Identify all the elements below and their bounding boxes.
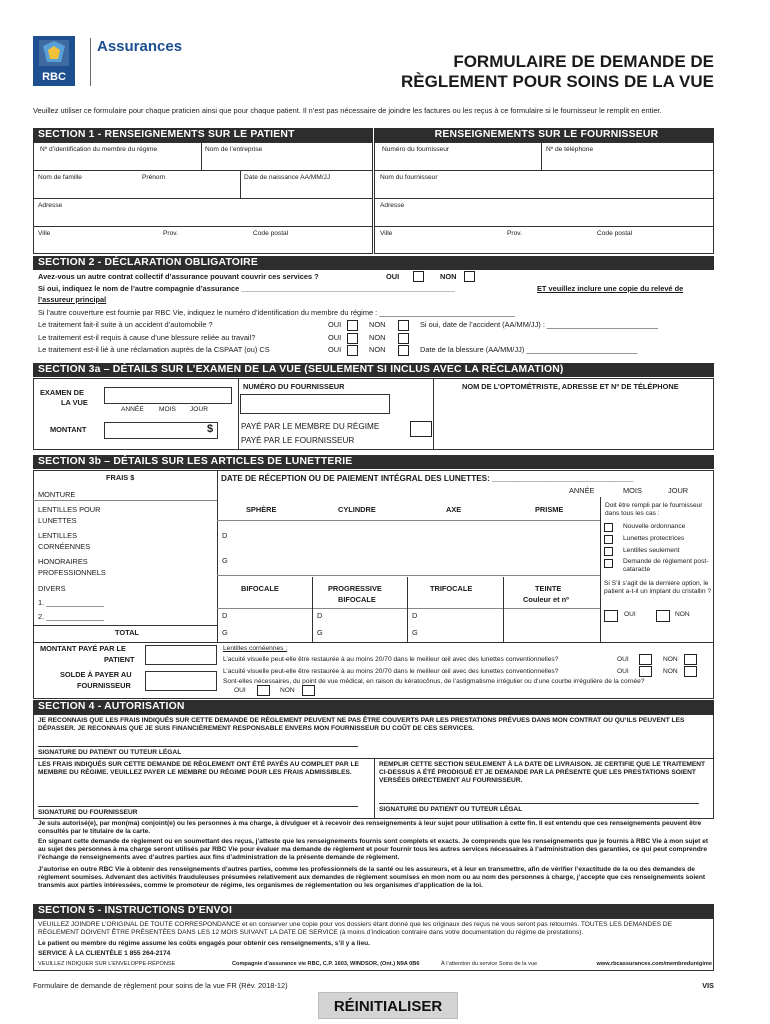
non-label: NON — [369, 320, 386, 329]
customer-service: SERVICE À LA CLIENTÈLE 1 855 264-2174 — [38, 950, 171, 957]
oui-label: OUI — [328, 320, 342, 329]
company-label: Nom de l’entreprise — [205, 146, 263, 153]
g-label: G — [317, 628, 323, 637]
contacts-q2-oui-checkbox[interactable] — [639, 666, 652, 677]
divers-line-1: 1. ______________ — [38, 598, 104, 607]
trifocale-label: TRIFOCALE — [430, 584, 473, 593]
sphere-label: SPHÈRE — [246, 505, 277, 514]
non-label: NON — [663, 656, 678, 663]
lentilles-seulement-checkbox[interactable] — [604, 547, 613, 556]
teinte-label-l1: TEINTE — [535, 584, 562, 593]
form-title-line1: FORMULAIRE DE DEMANDE DE — [453, 52, 714, 71]
paid-member-checkbox[interactable] — [410, 421, 432, 437]
patient-signature-label-2: SIGNATURE DU PATIENT OU TUTEUR LÉGAL — [379, 806, 523, 813]
oui-label: OUI — [617, 656, 629, 663]
balance-input[interactable] — [145, 671, 217, 691]
dollar-sign: $ — [207, 423, 214, 435]
lentilles-seulement-label: Lentilles seulement — [623, 547, 680, 554]
eyewear-jour-label: JOUR — [668, 486, 689, 495]
intro-text: Veuillez utiliser ce formulaire pour chaque praticien ainsi que pour chaque patient. Il n’est pas nécessaire de joindre les factures ou les reçus à ce formulaire si le fournisseur le remplit en entier. — [33, 106, 662, 115]
address-label: Adresse — [38, 202, 63, 209]
other-coverage-question: Avez-vous un autre contrat collectif d’assurance pouvant couvrir ces services ? — [38, 272, 319, 281]
lunettes-protectrices-label: Lunettes protectrices — [623, 535, 685, 542]
authorization-statement: JE RECONNAIS QUE LES FRAIS INDIQUÉS SUR CETTE DEMANDE DE RÈGLEMENT PEUVENT NE PAS ÊTRE COUVERTS PAR LES PRESTATIONS PRÉVUES DANS MON CONTRAT OU QU’ILS PEUVENT LES DÉPASSER. JE RECONNAIS QUE JE SUIS FINANCIÈREMENT RESPONSABLE ENVERS MON FOURNISSEUR DU COÛT DE CES SERVICES. — [38, 717, 685, 733]
city-label: Ville — [38, 230, 51, 237]
d-label: D — [222, 611, 228, 620]
nouvelle-ordonnance-checkbox[interactable] — [604, 523, 613, 532]
section1-header: SECTION 1 - RENSEIGNEMENTS SUR LE PATIENT — [33, 128, 373, 142]
balance-label-l2: FOURNISSEUR — [77, 681, 131, 690]
corneennes-label-l1: LENTILLES — [38, 531, 78, 540]
post-cataracte-label: Demande de règlement post-cataracte — [623, 558, 709, 574]
other-coverage-non-checkbox[interactable] — [464, 271, 475, 282]
cspaat-oui-checkbox[interactable] — [347, 345, 358, 356]
oui-label: OUI — [328, 345, 342, 354]
g-label: G — [412, 628, 418, 637]
patient-signature-label: SIGNATURE DU PATIENT OU TUTEUR LÉGAL — [38, 749, 182, 756]
rbc-member-id-line: Si l’autre couverture est fournie par RBC Vie, indiquez le numéro d’identification du membre du régime : _________________________________ — [38, 308, 515, 317]
paid-provider-label: PAYÉ PAR LE FOURNISSEUR — [241, 436, 355, 445]
delivery-certification: REMPLIR CETTE SECTION SEULEMENT À LA DATE DE LIVRAISON. JE CERTIFIE QUE LE TRAITEMENT CI-DESSUS A ÉTÉ PRODIGUÉ ET JE DEMANDE PAR LA PRÉSENTE QUE LES PRESTATIONS SOIENT VERSÉES DIRECTEMENT AU FOURNISSEUR. — [379, 761, 706, 785]
patient-paid-label-l2: PATIENT — [104, 655, 135, 664]
date-reception-label: DATE DE RÉCEPTION OU DE PAIEMENT INTÉGRAL DES LUNETTES: _______________________________ — [221, 474, 634, 483]
contacts-question-1: L’acuité visuelle peut-elle être restaurée à au moins 20/70 dans le meilleur œil avec des lunettes conventionnelles? — [223, 656, 559, 663]
other-insurer-name-line: Si oui, indiquez le nom de l’autre compagnie d’assurance ____________________________________________________ — [38, 284, 456, 293]
d-label: D — [412, 611, 418, 620]
accident-date-line: Si oui, date de l’accident (AA/MM/JJ) : ___________________________ — [420, 320, 658, 329]
consent-paragraph-2: En signant cette demande de règlement ou en soumettant des reçus, j’atteste que les renseignements fournis sont complets et exacts. Je comprends que les renseignements que je fournis à RBC Vie à mon sujet et au sujet des personnes à ma charge seront utilisés par RBC Vie pour évaluer ma demande de règlement et pour fournir tous les autres services nécessaires à l’administration des garanties, ce qui peut comprendre l’échange de renseignements avec d’autres parties aux fins d’administration de la présente demande de règlement. — [38, 838, 709, 862]
dob-label: Date de naissance AA/MM/JJ — [244, 174, 331, 181]
oui-label: OUI — [234, 687, 246, 694]
footer-code: VIS — [702, 981, 714, 990]
patient-paid-label-l1: MONTANT PAYÉ PAR LE — [40, 644, 126, 653]
divers-line-2: 2. ______________ — [38, 612, 104, 621]
oui-label: OUI — [617, 668, 629, 675]
non-label: NON — [369, 333, 386, 342]
work-injury-non-checkbox[interactable] — [398, 333, 409, 344]
exam-amount-input[interactable] — [104, 422, 218, 439]
oui-label: OUI — [624, 611, 636, 618]
section3b-header: SECTION 3b – DÉTAILS SUR LES ARTICLES DE LUNETTERIE — [33, 455, 714, 469]
lentilles-label-l1: LENTILLES POUR — [38, 505, 101, 514]
provider-city-label: Ville — [380, 230, 393, 237]
work-injury-oui-checkbox[interactable] — [347, 333, 358, 344]
other-coverage-oui-checkbox[interactable] — [413, 271, 424, 282]
exam-annee-label: ANNÉE — [121, 406, 144, 413]
first-name-label: Prénom — [142, 174, 166, 181]
exam-mois-label: MOIS — [159, 406, 176, 413]
divers-label: DIVERS — [38, 584, 66, 593]
svg-text:RBC: RBC — [42, 71, 66, 83]
cspaat-question: Le traitement est-il lié à une réclamation auprès de la CSPAAT (ou) CS — [38, 345, 270, 354]
cspaat-non-checkbox[interactable] — [398, 345, 409, 356]
g-label: G — [222, 556, 228, 565]
provider-name-label: Nom du fournisseur — [380, 174, 438, 181]
axe-label: AXE — [446, 505, 462, 514]
section4-header: SECTION 4 - AUTORISATION — [33, 700, 714, 714]
exam-provider-number-input[interactable] — [240, 394, 390, 414]
non-label: NON — [369, 345, 386, 354]
envelope-note: VEUILLEZ INDIQUER SUR L’ENVELOPPE-RÉPONSE — [38, 961, 176, 967]
logo-divider — [90, 38, 91, 86]
exam-jour-label: JOUR — [190, 406, 208, 413]
section3a-header: SECTION 3a – DÉTAILS SUR L’EXAMEN DE LA VUE (SEULEMENT SI INCLUS AVEC LA RÉCLAMATION) — [33, 363, 714, 377]
reset-button[interactable]: RÉINITIALISER — [318, 992, 458, 1019]
exam-date-input[interactable] — [104, 387, 232, 404]
include-copy-text: ET veuillez inclure une copie du relevé de — [537, 284, 684, 293]
contacts-question-2: L’acuité visuelle peut-elle être restaurée à au moins 20/70 dans le meilleur œil avec des lunettes conventionnelles? — [223, 668, 559, 675]
paid-member-label: PAYÉ PAR LE MEMBRE DU RÉGIME — [241, 422, 380, 431]
contacts-q1-oui-checkbox[interactable] — [639, 654, 652, 665]
non-label: NON — [280, 687, 295, 694]
exam-label-l1: EXAMEN DE — [40, 388, 84, 397]
contacts-question-3: Sont-elles nécessaires, du point de vue médical, en raison du kératocônus, de l’astigmatisme irrégulier ou d’une courbe irrégulière de la cornée? — [223, 678, 645, 685]
auto-accident-non-checkbox[interactable] — [398, 320, 409, 331]
section1-provider-header: RENSEIGNEMENTS SUR LE FOURNISSEUR — [374, 128, 714, 142]
prov-label: Prov. — [163, 230, 178, 237]
implant-oui-checkbox[interactable] — [604, 610, 618, 622]
provider-address-label: Adresse — [380, 202, 405, 209]
balance-label-l1: SOLDE À PAYER AU — [60, 670, 132, 679]
consent-paragraph-1: Je suis autorisé(e), par mon(ma) conjoint(e) ou les personnes à ma charge, à divulguer et à recevoir des renseignements à leur sujet pour utilisation à cette fin. Il est entendu que ces renseignements peuvent être consultés par le titulaire de la carte. — [38, 820, 702, 836]
last-name-label: Nom de famille — [38, 174, 82, 181]
d-label: D — [317, 611, 323, 620]
cylindre-label: CYLINDRE — [338, 505, 376, 514]
progressive-label-l1: PROGRESSIVE — [328, 584, 382, 593]
provider-must-fill-text: Doit être rempli par le fournisseur dans tous les cas : — [605, 502, 703, 518]
auto-accident-oui-checkbox[interactable] — [347, 320, 358, 331]
injury-date-line: Date de la blessure (AA/MM/JJ) ___________________________ — [420, 345, 638, 354]
contacts-q2-non-checkbox[interactable] — [684, 666, 697, 677]
optometrist-label: NOM DE L’OPTOMÉTRISTE, ADRESSE ET Nº DE TÉLÉPHONE — [462, 382, 679, 391]
implant-question: Si S’il s’agit de la dernière option, le patient a-t-il un implant du cristallin ? — [604, 580, 712, 596]
website-link[interactable]: www.rbcassurances.com/membredurégime — [596, 961, 712, 967]
oui-label: OUI — [328, 333, 342, 342]
bifocale-label: BIFOCALE — [241, 584, 279, 593]
work-injury-question: Le traitement est-il requis à cause d’une blessure reliée au travail? — [38, 333, 256, 342]
section2-header: SECTION 2 - DÉCLARATION OBLIGATOIRE — [33, 256, 714, 270]
non-label: NON — [440, 272, 457, 281]
contacts-title: Lentilles cornéennes : — [223, 645, 288, 652]
mailing-instructions: VEUILLEZ JOINDRE L’ORIGINAL DE TOUTE CORRESPONDANCE et en conserver une copie pour vos dossiers étant donné que les originaux des reçus ne vous seront pas retournés. TOUTES LES DEMANDES DE RÈGLEMENT DOIVENT ÊTRE PRÉSENTÉES DANS LES 12 MOIS SUIVANT LA DATE DE SERVICE (à moins d’indication contraire dans votre documentation du régime de prestations). — [38, 921, 673, 937]
form-title-line2: RÈGLEMENT POUR SOINS DE LA VUE — [401, 72, 714, 91]
non-label: NON — [675, 611, 690, 618]
provider-phone-label: Nº de téléphone — [546, 146, 594, 153]
teinte-label-l2: Couleur et nº — [523, 595, 569, 604]
nouvelle-ordonnance-label: Nouvelle ordonnance — [623, 523, 686, 530]
prisme-label: PRISME — [535, 505, 564, 514]
implant-non-checkbox[interactable] — [656, 610, 670, 622]
lentilles-label-l2: LUNETTES — [38, 516, 77, 525]
post-cataracte-checkbox[interactable] — [604, 559, 613, 568]
d-label: D — [222, 531, 228, 540]
frais-label: FRAIS $ — [106, 473, 135, 482]
exam-label-l2: LA VUE — [61, 398, 88, 407]
provider-postal-label: Code postal — [597, 230, 633, 237]
contacts-q1-non-checkbox[interactable] — [684, 654, 697, 665]
rbc-mailing-address: Compagnie d’assurance vie RBC, C.P. 1603, WINDSOR, (Ont.) N9A 0B6 — [232, 961, 420, 967]
provider-signature-label: SIGNATURE DU FOURNISSEUR — [38, 809, 138, 816]
exam-amount-label: MONTANT — [50, 425, 87, 434]
attention-line: À l’attention du service Soins de la vue — [441, 961, 538, 967]
corneennes-label-l2: CORNÉENNES — [38, 542, 91, 551]
consent-paragraph-3: J’autorise en outre RBC Vie à obtenir des renseignements d’autres parties, comme les professionnels de la santé ou les assureurs, et à leur en transmettre, afin de vérifier l’exactitude de la ou des demandes de règlement soumises. Advenant des activités frauduleuses présumées relativement aux demandes de règlement soumises en mon nom ou au nom des personnes à charge, j’accepte que ces renseignements soient transmis aux parties intéressées, comme le promoteur de régime, les organismes de réglementation ou les organismes d’application de la loi. — [38, 866, 706, 890]
patient-paid-input[interactable] — [145, 645, 217, 665]
oui-label: OUI — [386, 272, 400, 281]
eyewear-mois-label: MOIS — [623, 486, 642, 495]
contacts-q3-oui-checkbox[interactable] — [257, 685, 270, 696]
total-label: TOTAL — [115, 628, 139, 637]
provider-prov-label: Prov. — [507, 230, 522, 237]
non-label: NON — [663, 668, 678, 675]
auto-accident-question: Le traitement fait-il suite à un accident d’automobile ? — [38, 320, 213, 329]
rbc-logo — [33, 36, 75, 86]
member-paid-statement: LES FRAIS INDIQUÉS SUR CETTE DEMANDE DE RÈGLEMENT ONT ÉTÉ PAYÉS AU COMPLET PAR LE MEMBRE DU RÉGIME. VEUILLEZ PAYER LE MEMBRE DU RÉGIME POUR LES FRAIS ADMISSIBLES. — [38, 761, 359, 777]
brand-name: Assurances — [97, 38, 183, 55]
exam-provider-number-label: NUMÉRO DU FOURNISSEUR — [243, 382, 345, 391]
honoraires-label-l1: HONORAIRES — [38, 557, 88, 566]
cost-notice: Le patient ou membre du régime assume les coûts engagés pour obtenir ces renseignements, s’il y a lieu. — [38, 940, 370, 947]
postal-label: Code postal — [253, 230, 289, 237]
honoraires-label-l2: PROFESSIONNELS — [38, 568, 106, 577]
monture-label: MONTURE — [38, 490, 76, 499]
footer-form-name: Formulaire de demande de règlement pour soins de la vue FR (Rév. 2018-12) — [33, 981, 288, 990]
lunettes-protectrices-checkbox[interactable] — [604, 535, 613, 544]
contacts-q3-non-checkbox[interactable] — [302, 685, 315, 696]
progressive-label-l2: BIFOCALE — [338, 595, 376, 604]
provider-number-label: Numéro du fournisseur — [382, 146, 450, 153]
eyewear-annee-label: ANNÉE — [569, 486, 595, 495]
g-label: G — [222, 628, 228, 637]
section5-header: SECTION 5 - INSTRUCTIONS D’ENVOI — [33, 904, 714, 918]
principal-insurer-text: l’assureur principal — [38, 295, 107, 304]
member-id-label: Nº d’identification du membre du régime — [40, 146, 158, 153]
